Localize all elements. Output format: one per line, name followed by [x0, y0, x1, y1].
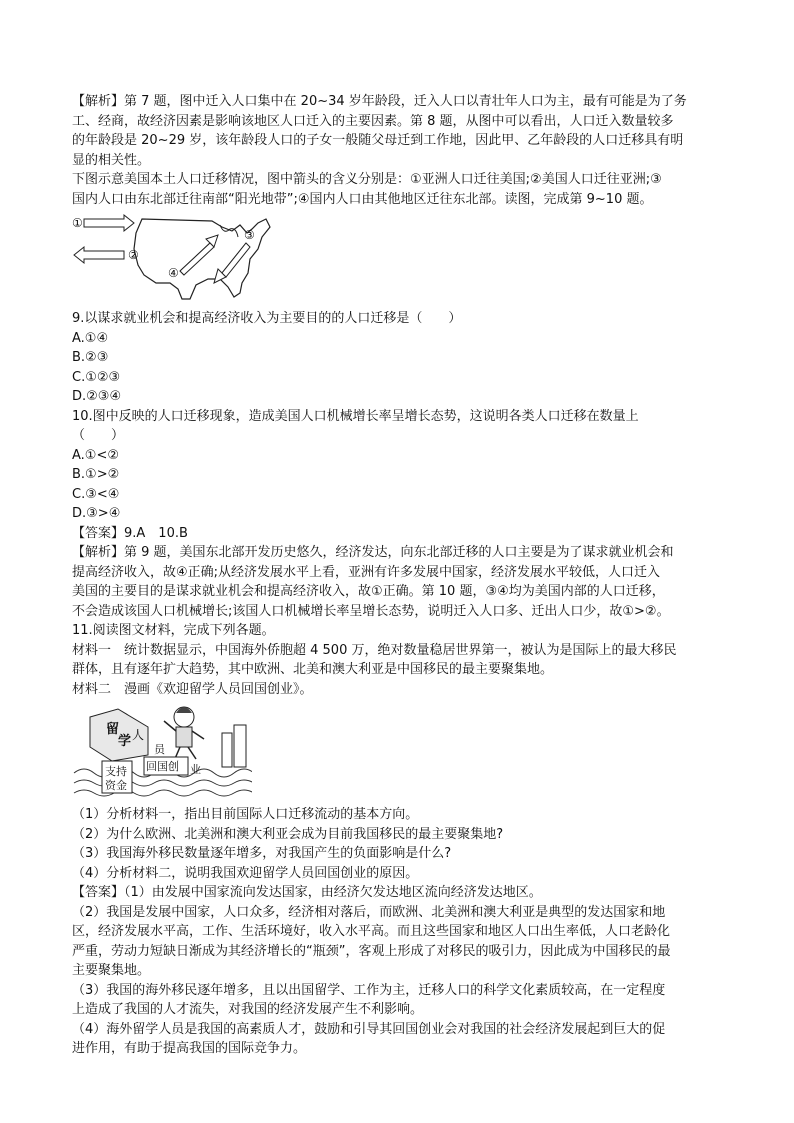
- answer-line: 【答案】9.A 10.B: [72, 525, 188, 541]
- question-10-stem: 10.图中反映的人口迁移现象，造成美国人口机械增长率呈增长态势，这说明各类人口迁移在数量上: [72, 408, 639, 424]
- cartoon-text: 员: [154, 743, 165, 756]
- answer-line: 严重，劳动力短缺日渐成为其经济增长的“瓶颈”，客观上形成了对移民的吸引力，因此成为中国移民的最: [72, 943, 671, 959]
- option: B.①>②: [72, 467, 120, 482]
- option: A.①<②: [72, 447, 119, 463]
- answer-line: 【答案】（1）由发展中国家流向发达国家，由经济欠发达地区流向经济发达地区。: [72, 885, 542, 900]
- option: C.①②③: [72, 369, 121, 385]
- question-10-stem-blank: （ ）: [72, 428, 125, 443]
- sub-question: （4）分析材料二，说明我国欢迎留学人员回国创业的原因。: [72, 865, 419, 881]
- text-line: 的年龄段是 20~29 岁，该年龄段人口的子女一般随父母迁到工作地，因此甲、乙年龄段的人口迁移具有明: [72, 133, 684, 148]
- text-line: 国内人口由东北部迁往南部“阳光地带”;④国内人口由其他地区迁往东北部。读图，完成第 9~10 题。: [72, 191, 653, 207]
- cartoon-figure: [72, 703, 252, 801]
- answer-line: （4）海外留学人员是我国的高素质人才，鼓励和引导其回国创业会对我国的社会经济发展起到巨大的促: [72, 1021, 666, 1037]
- answer-line: （2）我国是发展中国家，人口众多，经济相对落后，而欧洲、北美洲和澳大利亚是典型的发达国家和地: [72, 904, 666, 920]
- option: B.②③: [72, 350, 109, 365]
- material-line: 材料一 统计数据显示，中国海外侨胞超 4 500 万，绝对数量稳居世界第一，被认为是国际上的最大移民: [72, 642, 677, 658]
- arrow-4: [180, 235, 218, 275]
- option: D.②③④: [72, 389, 122, 404]
- answer-line: （3）我国的海外移民逐年增多，且以出国留学、工作为主，迁移人口的科学文化素质较高，在一定程度: [72, 982, 666, 998]
- arrow-2: [74, 247, 124, 263]
- question-9-stem: 9.以谋求就业机会和提高经济收入为主要目的的人口迁移是（ ）: [72, 311, 462, 326]
- us-migration-map: [72, 213, 722, 305]
- answer-line: 区，经济发展水平高，工作、生活环境好，收入水平高。而且这些国家和地区人口出生率低，人口老龄化: [72, 924, 671, 939]
- us-map-figure: [72, 213, 312, 305]
- material-line: 群体，且有逐年扩大趋势，其中欧洲、北美和澳大利亚是中国移民的最主要聚集地。: [72, 662, 554, 677]
- cartoon-welcome-returnees: [72, 703, 722, 801]
- map-label: ④: [168, 266, 179, 280]
- text-line: 工、经商，故经济因素是影响该地区人口迁入的主要因素。第 8 题，从图中可以看出，人口迁入数量较多: [72, 113, 674, 129]
- arrow-1: [84, 215, 134, 231]
- text-line: 下图示意美国本土人口迁移情况，图中箭头的含义分别是：①亚洲人口迁往美国;②美国人口迁往亚洲;③: [72, 172, 662, 187]
- question-11-stem: 11.阅读图文材料，完成下列各题。: [72, 623, 275, 638]
- material-line: 材料二 漫画《欢迎留学人员回国创业》。: [72, 681, 313, 697]
- map-label: ①: [72, 216, 83, 230]
- text-line: 提高经济收入，故④正确;从经济发展水平上看，亚洲有许多发展中国家，经济发展水平较低，人口迁入: [72, 564, 661, 580]
- map-label: ②: [128, 248, 139, 262]
- cartoon-text: 支持: [105, 765, 127, 778]
- cartoon-text: 业: [190, 763, 201, 776]
- cartoon-text: 资金: [105, 779, 127, 792]
- sub-question: （3）我国海外移民数量逐年增多，对我国产生的负面影响是什么?: [72, 846, 452, 861]
- text-line: 不会造成该国人口机械增长;该国人口机械增长率呈增长态势，说明迁入人口多、迁出人口少，故①>②。: [72, 603, 670, 619]
- cartoon-text: 留: [106, 722, 120, 737]
- map-label: ③: [244, 228, 255, 242]
- option: A.①④: [72, 330, 109, 346]
- text-line: 美国的主要目的是谋求就业机会和提高经济收入，故①正确。第 10 题，③④均为美国内部的人口迁移，: [72, 584, 665, 599]
- sub-question: （1）分析材料一，指出目前国际人口迁移流动的基本方向。: [72, 807, 419, 822]
- option: D.③>④: [72, 506, 121, 521]
- cartoon-text: 人: [132, 728, 145, 742]
- sub-question: （2）为什么欧洲、北美洲和澳大利亚会成为目前我国移民的最主要聚集地?: [72, 826, 504, 842]
- answer-line: 主要聚集地。: [72, 963, 151, 978]
- document-page: [72, 92, 722, 1059]
- text-line: 显的相关性。: [72, 152, 151, 168]
- option: C.③<④: [72, 486, 120, 502]
- answer-line: 进作用，有助于提高我国的国际竞争力。: [72, 1041, 307, 1056]
- text-line: 【解析】第 9 题，美国东北部开发历史悠久，经济发达，向东北部迁移的人口主要是为了谋求就业机会和: [72, 545, 674, 560]
- cartoon-text: 回国创: [146, 760, 179, 773]
- cartoon-text: 学: [118, 734, 132, 749]
- text-line: 【解析】第 7 题，图中迁入人口集中在 20~34 岁年龄段，迁入人口以青壮年人口为主，最有可能是为了务: [72, 94, 687, 109]
- answer-line: 上造成了我国的人才流失，对我国的经济发展产生不利影响。: [72, 1002, 424, 1017]
- arrow-3: [214, 243, 250, 283]
